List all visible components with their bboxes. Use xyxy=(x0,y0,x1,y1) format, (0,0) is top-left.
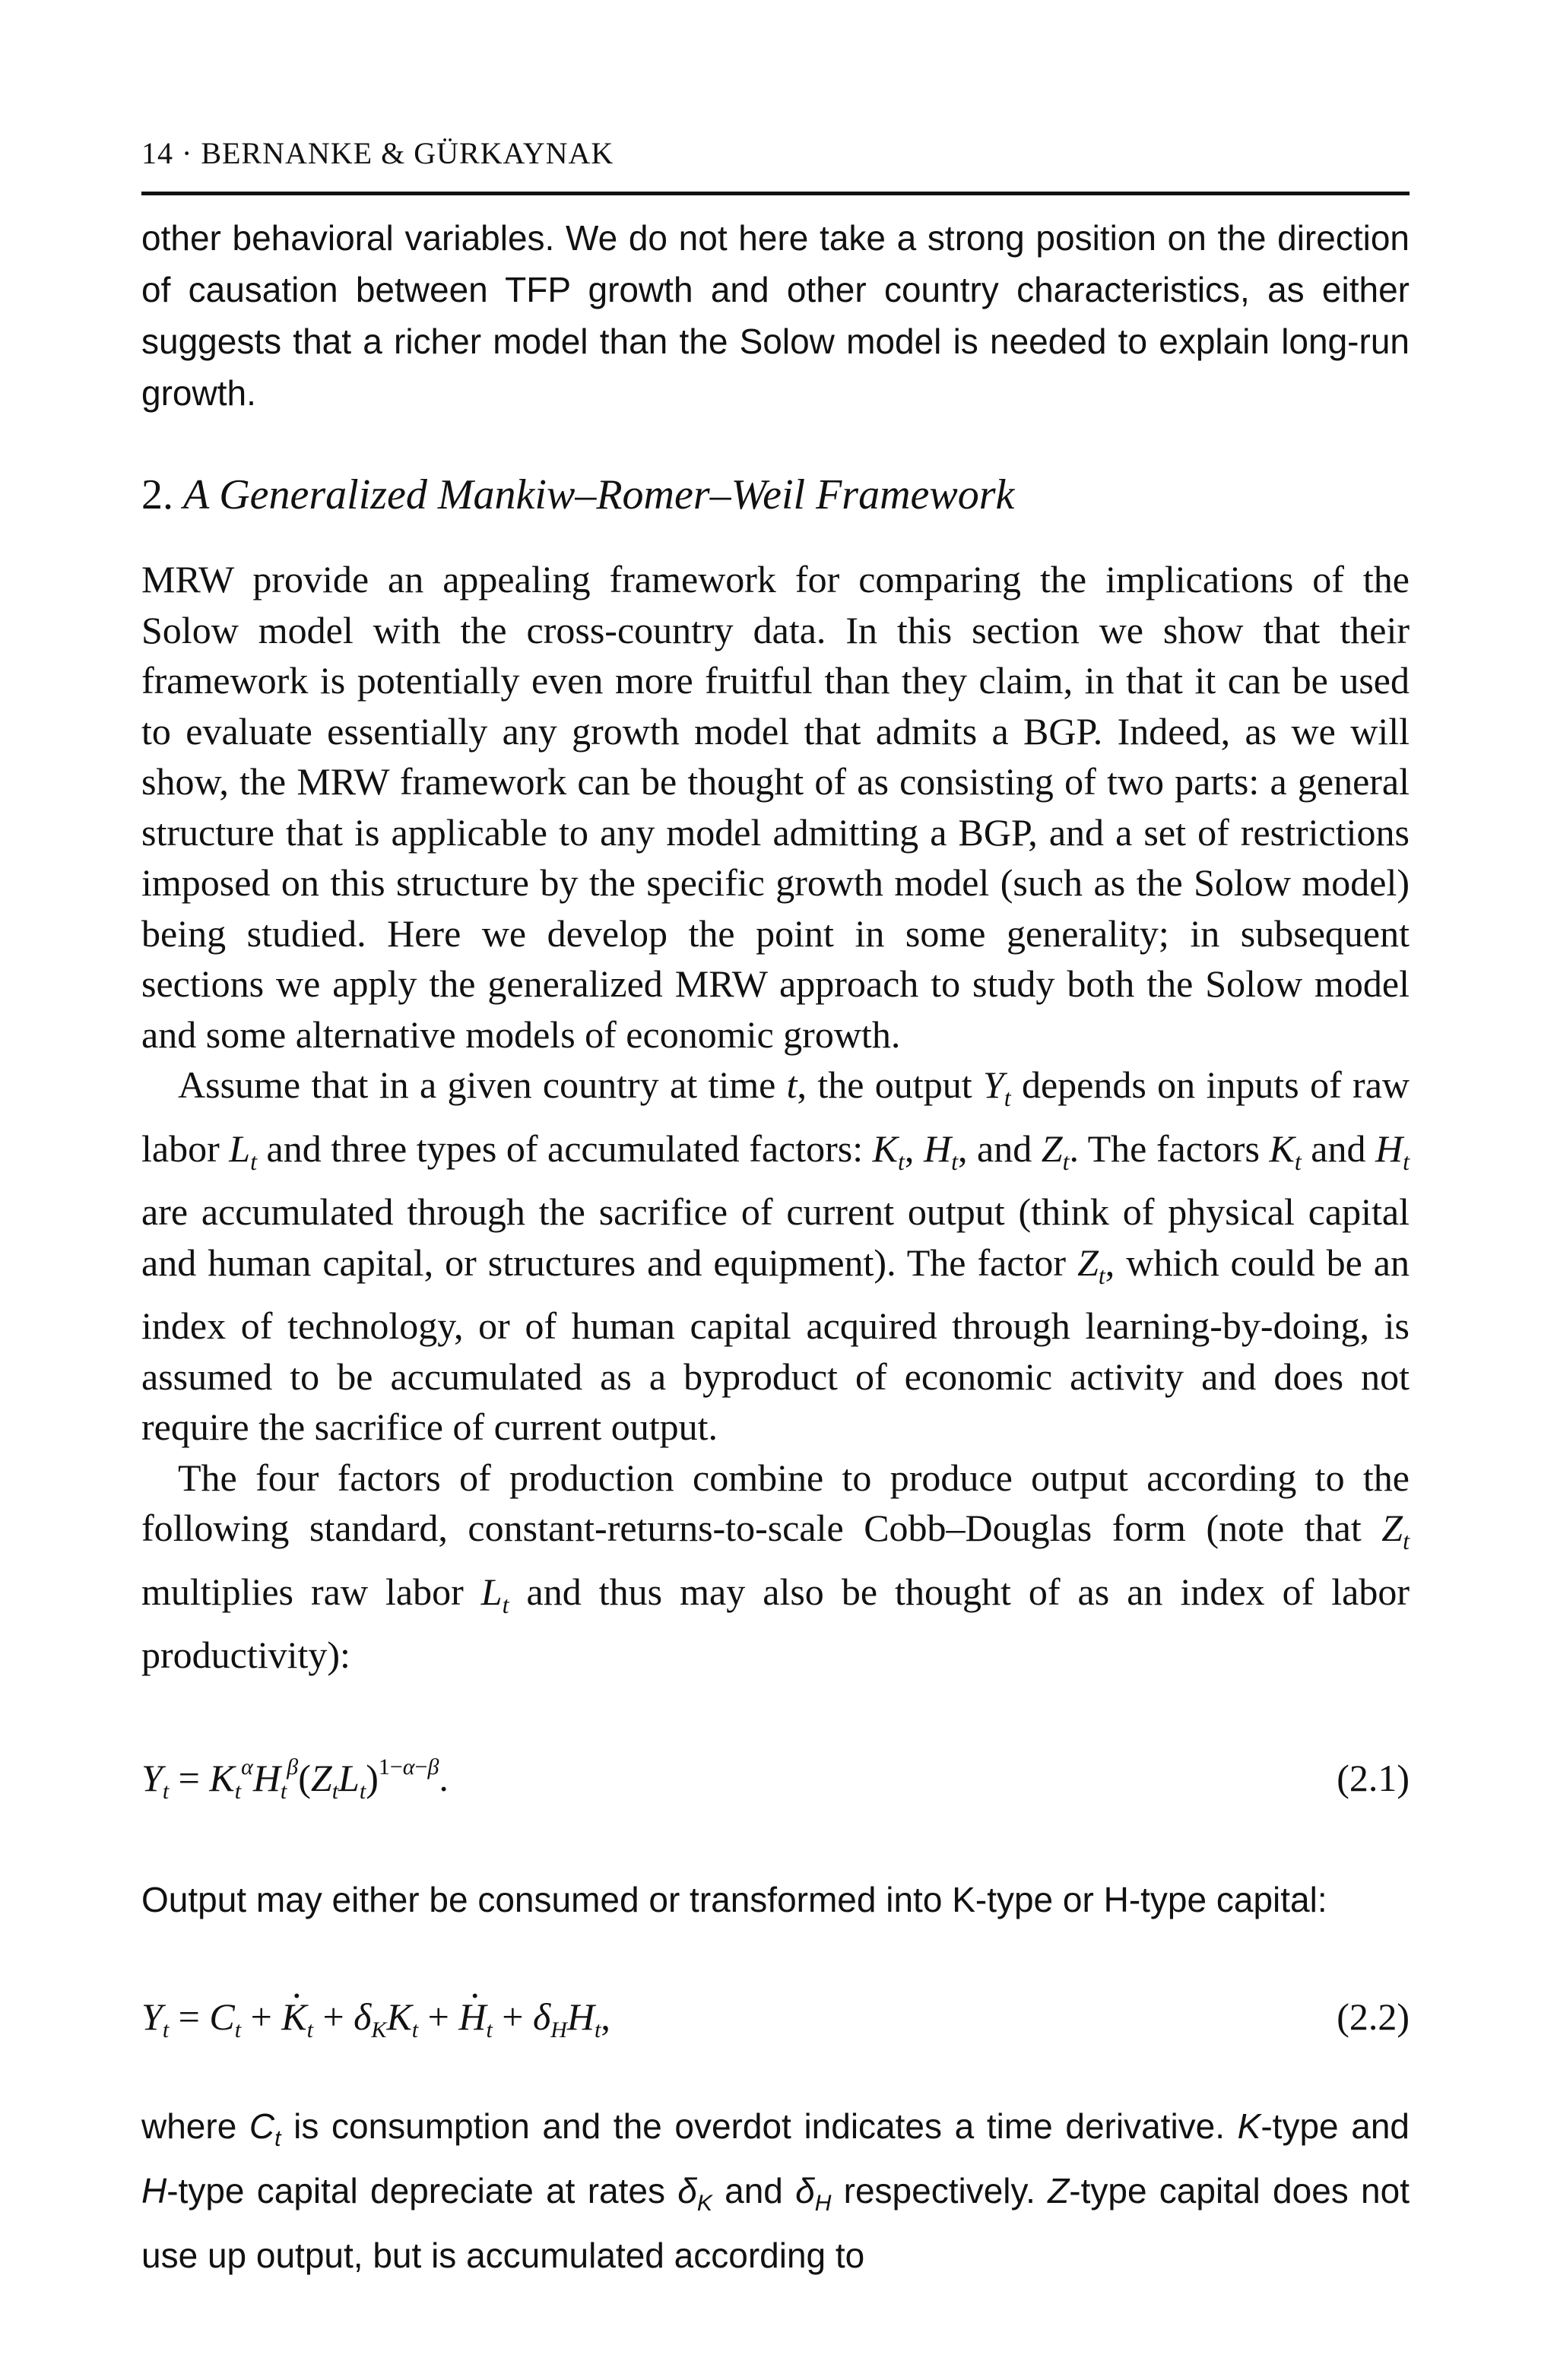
equation-2-1-formula: $Y_t = K_t^\alpha H_t^\beta(Z_tL_t)^{1-\alpha-\beta}$. xyxy=(141,1754,449,1804)
paragraph-mrw: MRW provide an appealing framework for comparing the implications of the Solow model with the cross-country data. In this section we show that their framework is potentially even more fruitful than they claim, in that it can be used to evaluate essentially any growth model that admits a BGP. Indeed, as we will show, the MRW framework can be thought of as consisting of two parts: a general structure that is applicable to any model admitting a BGP, and a set of restrictions imposed on this structure by the specific growth model (such as the Solow model) being studied. Here we develop the point in some generality; in subsequent sections we apply the generalized MRW approach to study both the Solow model and some alternative models of economic growth. xyxy=(141,558,1410,1056)
section-number: 2. xyxy=(141,471,173,518)
equation-2-2 xyxy=(141,1986,1410,2047)
header-rule xyxy=(141,192,1410,195)
paragraph-output: Output may either be consumed or transformed into K-type or H-type capital: xyxy=(141,1879,1327,1919)
paragraph-four-factors: The four factors of production combine to produce output according to the following standard, constant-returns-to-scale Cobb–Douglas form (note that $Z_t$ multiplies raw labor $L_t$ and thus may also be thought of as an index of labor productivity): xyxy=(141,1456,1410,1676)
paragraph-intro: other behavioral variables. We do not here take a strong position on the direction of causation between TFP growth and other country characteristics, as either suggests that a richer model than the Solow model is needed to explain long-run growth. xyxy=(141,218,1410,413)
paragraph-where: where $C_t$ is consumption and the overdot indicates a time derivative. K-type and H-type capital depreciate at rates $\delta_K$ and $\delta_H$ respectively. Z-type capital does not use up output, but is accumulated according to xyxy=(141,2106,1410,2275)
section-title: A Generalized Mankiw–Romer–Weil Framework xyxy=(183,471,1015,518)
equation-number: (2.2) xyxy=(1337,1995,1410,2038)
equation-number: (2.1) xyxy=(1337,1756,1410,1799)
page xyxy=(141,129,1410,2281)
section-heading xyxy=(141,464,1410,525)
equation-2-1 xyxy=(141,1748,1410,1808)
paragraph-assume: Assume that in a given country at time t, the output $Y_t$ depends on inputs of raw labor $L_t$ and three types of accumulated factors: $K_t$, $H_t$, and $Z_t$. The factors $K_t$ and $H_t$ are accumulated through the sacrifice of current output (think of physical capital and human capital, or structures and equipment). The factor $Z_t$, which could be an index of technology, or of human capital acquired through learning-by-doing, is assumed to be accumulated as a byproduct of economic activity and does not require the sacrifice of current output. xyxy=(141,1063,1410,1448)
equation-2-2-formula: $Y_t = C_t$ + · $K_t + \delta_KK_t$ + · $H_t + \delta_HH_t$, xyxy=(141,1986,610,2047)
running-head: 14 · BERNANKE & GÜRKAYNAK xyxy=(141,136,614,170)
